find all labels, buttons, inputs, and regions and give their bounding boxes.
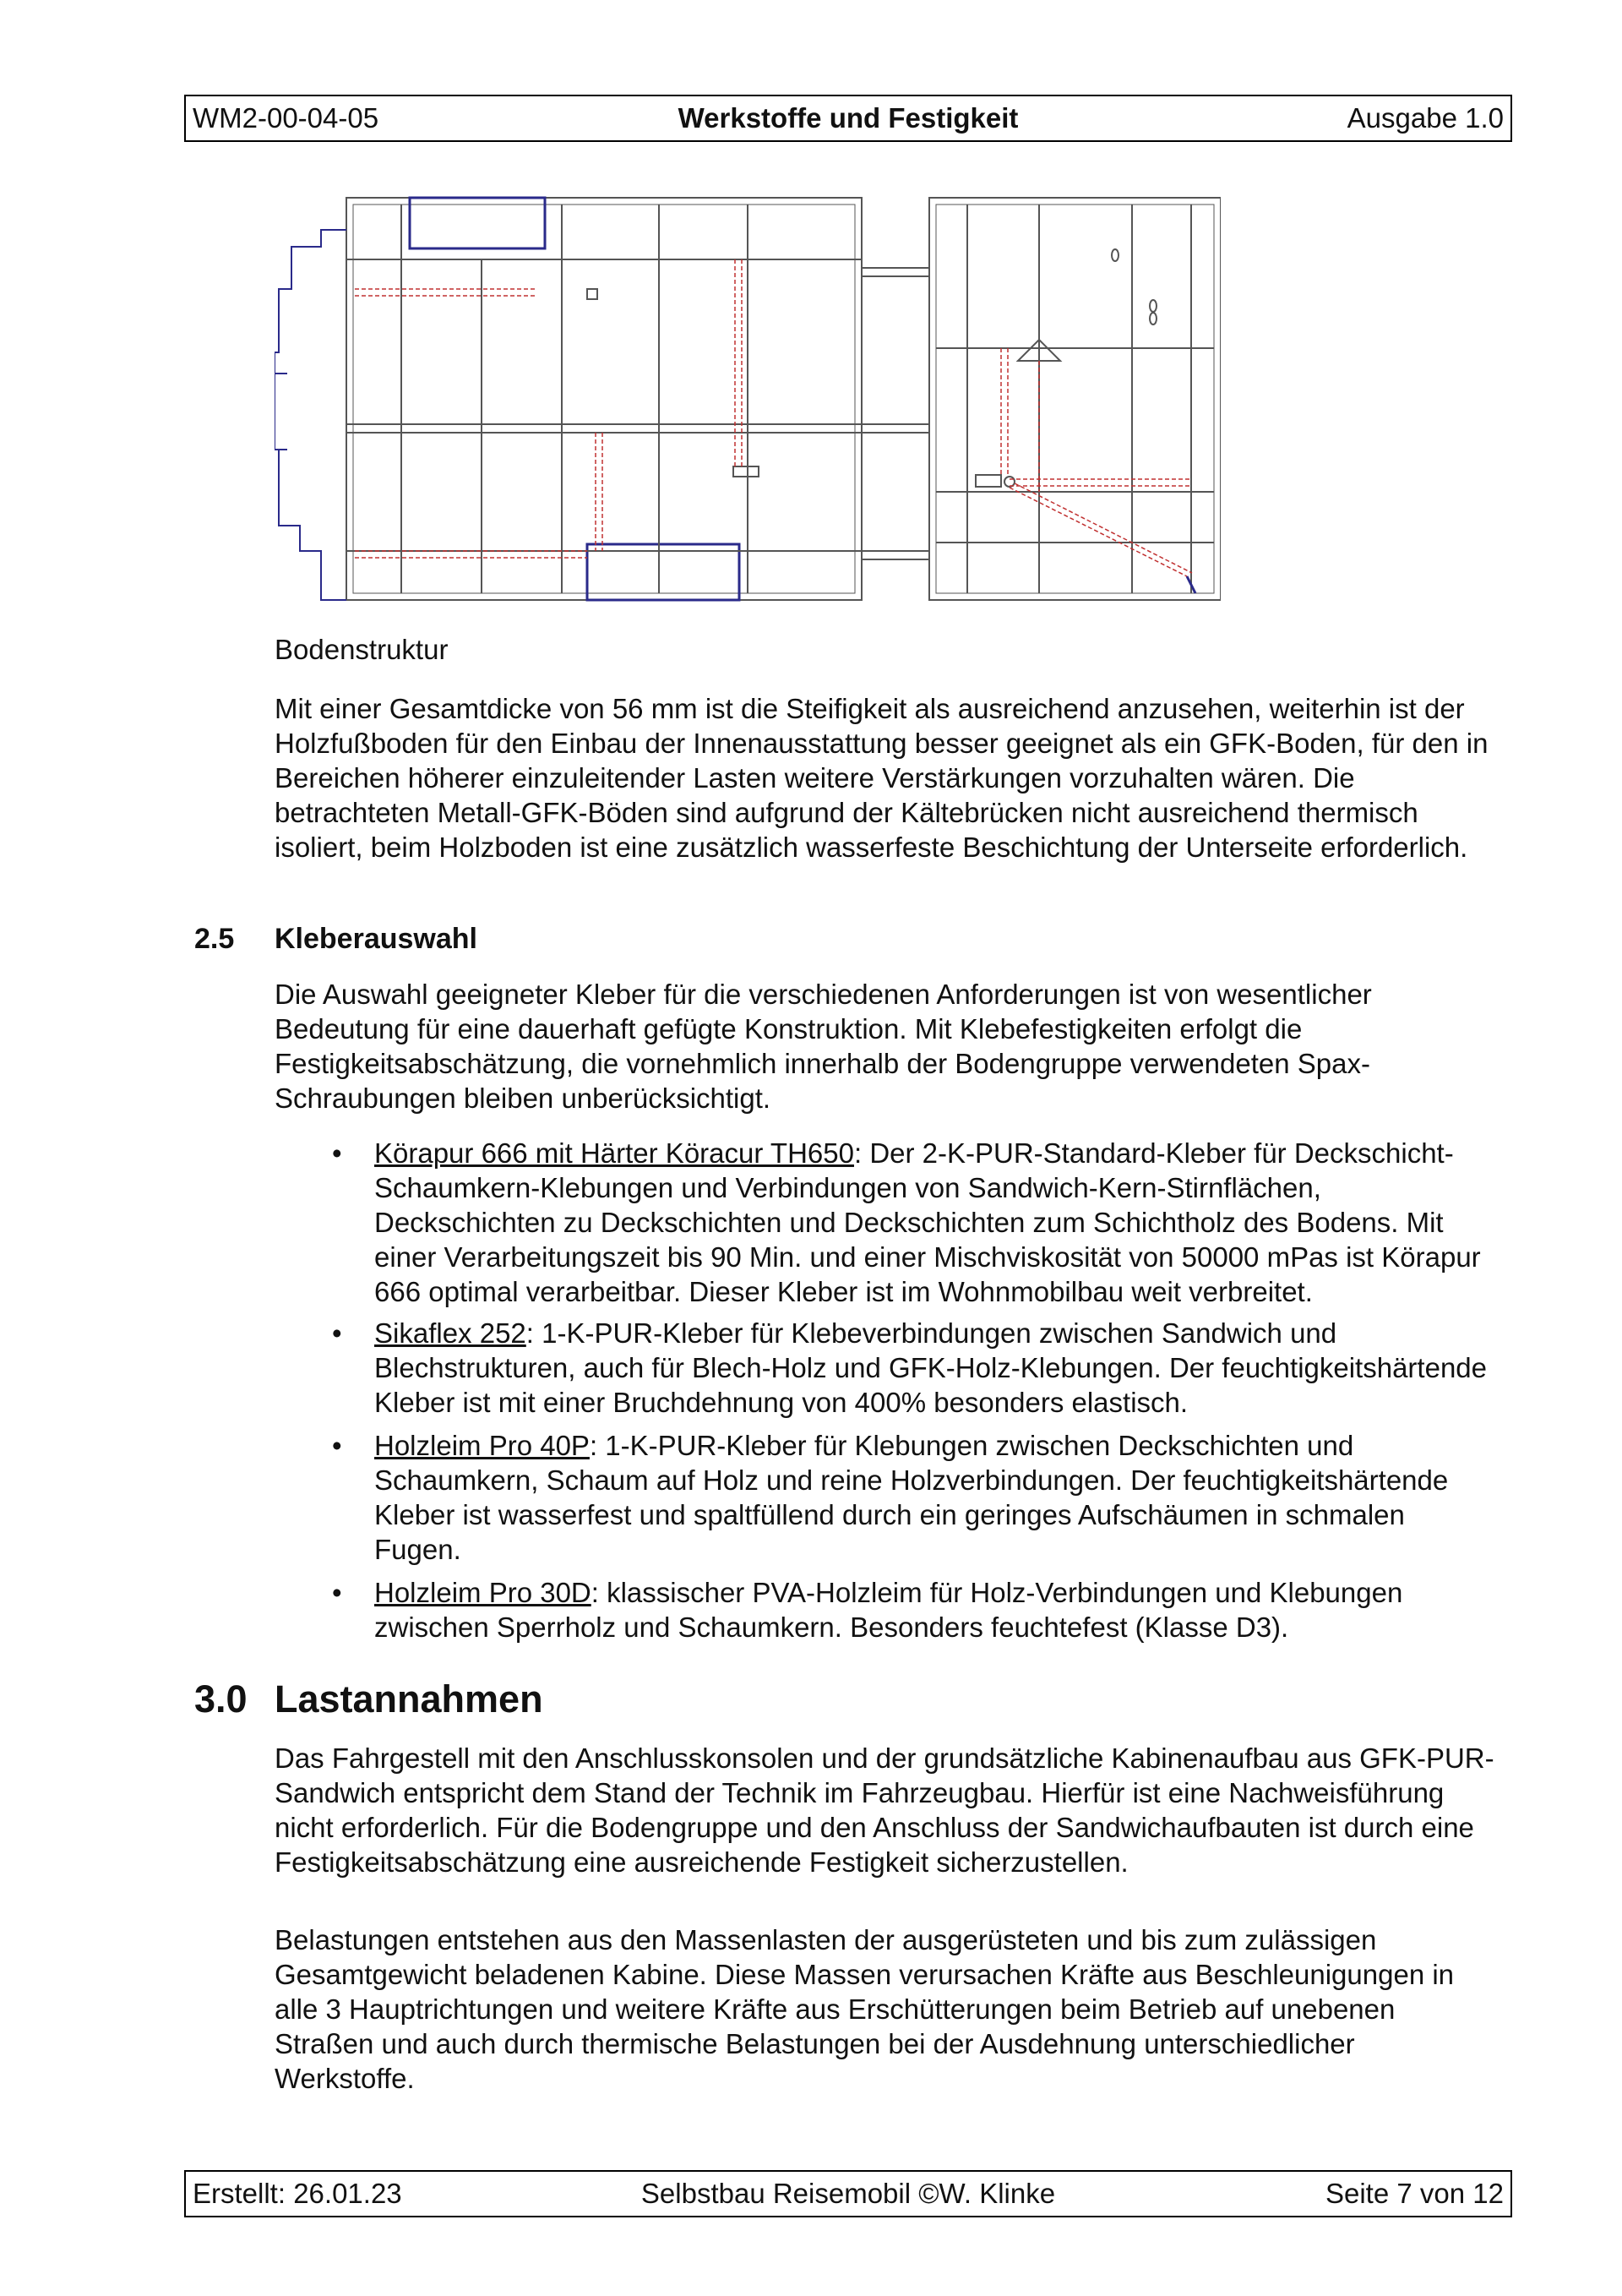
list-item — [275, 1575, 1495, 1644]
doc-id: WM2-00-04-05 — [193, 102, 379, 134]
adhesive-name: Sikaflex 252 — [374, 1317, 526, 1349]
adhesive-name: Körapur 666 mit Härter Köracur TH650 — [374, 1137, 854, 1169]
section-number: 3.0 — [194, 1677, 248, 1721]
paragraph-load-assumptions-2: Belastungen entstehen aus den Massenlasten der ausgerüsteten und bis zum zulässigen Gesamtgewicht beladenen Kabine. Diese Massen verursachen Kräfte aus Beschleunigungen in alle 3 Hauptrichtungen und weitere Kräfte aus Erschütterungen beim Betrieb auf unebenen Straßen und auch durch thermische Belastungen bei der Ausdehnung unterschiedlicher Werkstoffe. — [275, 1924, 1455, 2094]
section-title: Lastannahmen — [275, 1677, 543, 1721]
bullet-icon: • — [332, 1317, 342, 1349]
paragraph-load-assumptions-1: Das Fahrgestell mit den Anschlusskonsolen und der grundsätzliche Kabinenaufbau aus GFK-PUR-Sandwich entspricht dem Stand der Technik im Fahrzeugbau. Hierfür ist eine Nachweisführung nicht erforderlich. Für die Bodengruppe und den Anschluss der Sandwichaufbauten ist durch eine Festigkeitsabschätzung eine ausreichende Festigkeit sicherzustellen. — [275, 1742, 1494, 1878]
section-number: 2.5 — [194, 923, 235, 955]
floor-structure-drawing — [275, 196, 1221, 617]
footer-author: Selbstbau Reisemobil ©W. Klinke — [640, 2178, 1056, 2209]
figure-caption: Bodenstruktur — [275, 634, 449, 665]
page-header — [184, 95, 1512, 142]
paragraph-floor-stiffness: Mit einer Gesamtdicke von 56 mm ist die Steifigkeit als ausreichend anzusehen, weiterhin ist der Holzfußboden für den Einbau der Innenausstattung besser geeignet als ein GFK-Boden, für den in Bereichen höherer einzuleitender Lasten weitere Verstärkungen vorzuhalten wären. Die betrachteten Metall-GFK-Böden sind aufgrund der Kältebrücken nicht ausreichend thermisch isoliert, beim Holzboden ist eine zusätzlich wasserfeste Beschichtung der Unterseite erforderlich. — [275, 693, 1489, 863]
doc-edition: Ausgabe 1.0 — [1347, 102, 1504, 134]
adhesive-description: : 1-K-PUR-Kleber für Klebeverbindungen zwischen Sandwich und Blechstrukturen, auch für Blech-Holz und GFK-Holz-Klebungen. Der feuchtigkeitshärtende Kleber ist mit einer Bruchdehnung von 400% besonders elastisch. — [374, 1317, 1488, 1418]
section-heading-2-5 — [194, 923, 477, 956]
list-item — [275, 1428, 1495, 1567]
bullet-icon: • — [332, 1430, 342, 1461]
adhesive-description: : Der 2-K-PUR-Standard-Kleber für Deckschicht-Schaumkern-Klebungen und Verbindungen von Sandwich-Kern-Stirnflächen, Deckschichten zu Deckschichten und Deckschichten zum Schichtholz des Bodens. Mit einer Verarbeitungszeit bis 90 Min. und einer Mischviskosität von 50000 mPas ist Körapur 666 optimal verarbeitbar. Dieser Kleber ist im Wohnmobilbau weit verbreitet. — [374, 1137, 1481, 1307]
adhesive-description: : 1-K-PUR-Kleber für Klebungen zwischen Deckschichten und Schaumkern, Schaum auf Holz und reine Holzverbindungen. Der feuchtigkeitshärtende Kleber ist wasserfest und spaltfüllend durch ein geringes Aufschäumen in schmalen Fugen. — [374, 1430, 1449, 1565]
bullet-icon: • — [332, 1577, 342, 1608]
list-item — [275, 1136, 1495, 1309]
created-date: Erstellt: 26.01.23 — [193, 2178, 402, 2209]
adhesive-name: Holzleim Pro 30D — [374, 1577, 591, 1608]
section-title: Kleberauswahl — [275, 923, 477, 955]
doc-title: Werkstoffe und Festigkeit — [678, 102, 1019, 134]
paragraph-adhesive-intro: Die Auswahl geeigneter Kleber für die verschiedenen Anforderungen ist von wesentlicher Bedeutung für eine dauerhaft gefügte Konstruktion. Mit Klebefestigkeiten erfolgt die Festigkeitsabschätzung, die vornehmlich innerhalb der Bodengruppe verwendeten Spax-Schraubungen bleiben unberücksichtigt. — [275, 979, 1372, 1114]
page-footer — [184, 2170, 1512, 2217]
page-number: Seite 7 von 12 — [1325, 2178, 1504, 2209]
adhesive-name: Holzleim Pro 40P — [374, 1430, 590, 1461]
adhesive-description: : klassischer PVA-Holzleim für Holz-Verbindungen und Klebungen zwischen Sperrholz und Schaumkern. Besonders feuchtefest (Klasse D3). — [374, 1577, 1403, 1643]
bullet-icon: • — [332, 1137, 342, 1169]
list-item — [275, 1316, 1495, 1420]
section-heading-3-0 — [194, 1677, 543, 1721]
